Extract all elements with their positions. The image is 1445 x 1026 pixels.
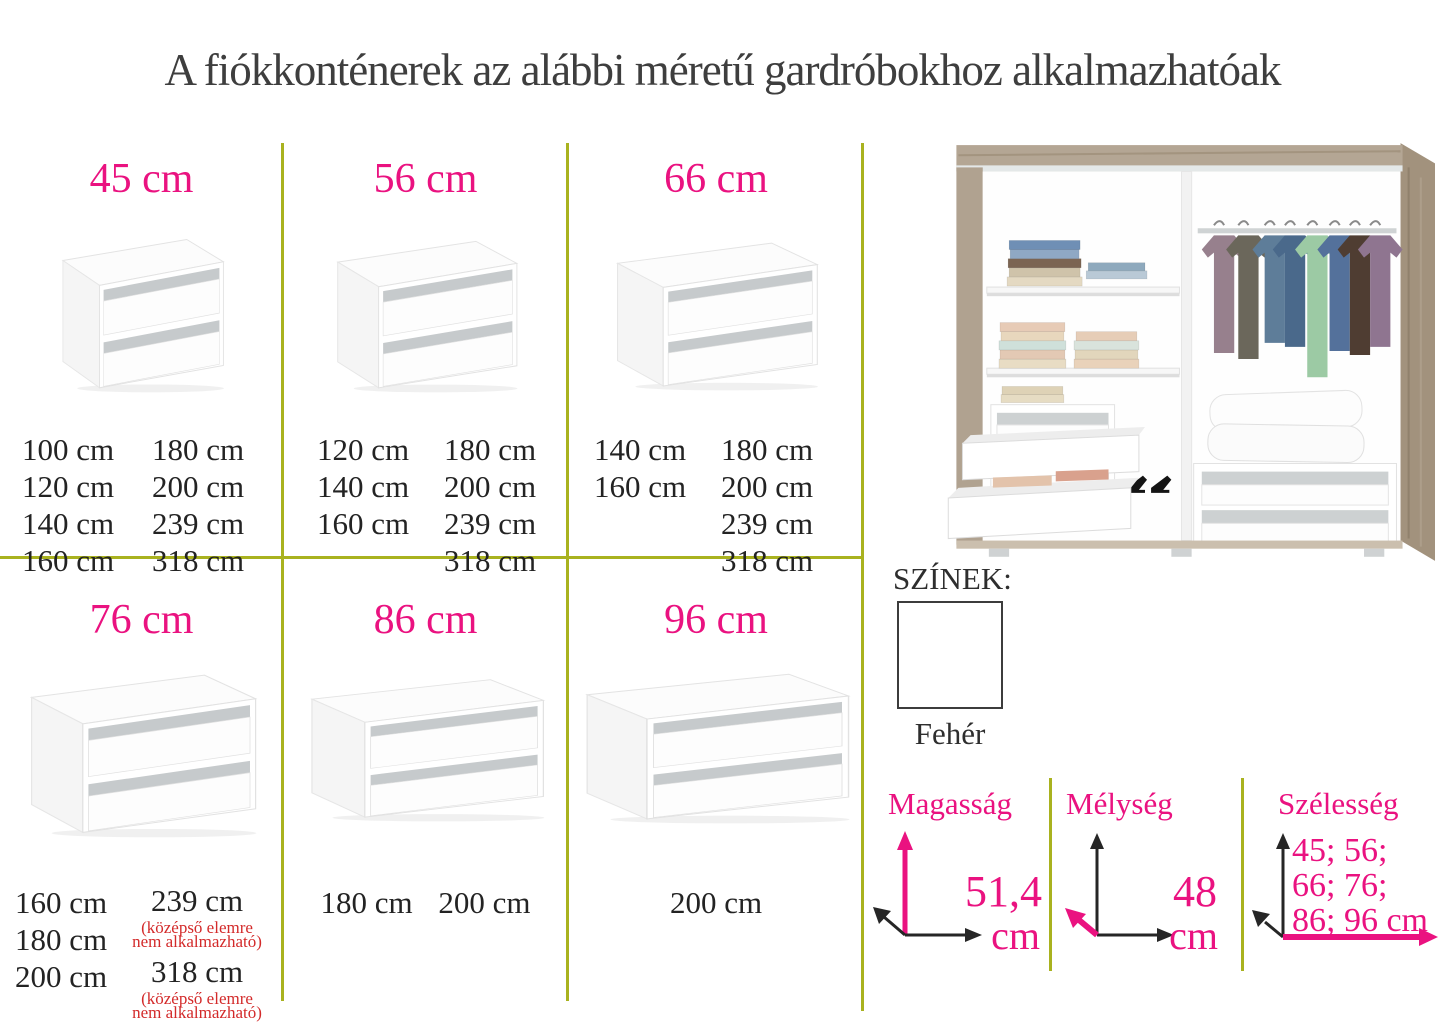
- drawer-unit-image: [22, 664, 262, 838]
- width-item: 120 cm: [317, 432, 410, 467]
- width-item: 200 cm: [721, 469, 814, 504]
- size-cell-66: [569, 143, 863, 578]
- width-item: 200 cm: [669, 885, 763, 920]
- width-item: 318 cm: [444, 543, 537, 578]
- size-heading: 96 cm: [664, 597, 768, 643]
- width-item: 200 cm: [152, 469, 245, 504]
- dimension-label-width: Szélesség: [1278, 786, 1399, 821]
- width-item: 180 cm: [152, 432, 245, 467]
- depth-value: 48: [1173, 867, 1217, 916]
- width-item: 239 cm: [152, 506, 245, 541]
- height-unit: cm: [991, 913, 1040, 958]
- size-cell-56: [284, 143, 567, 578]
- width-list-right: [152, 431, 244, 579]
- width-list-inline: [284, 884, 567, 921]
- size-heading: 45 cm: [89, 156, 194, 202]
- width-list-left: [317, 431, 409, 542]
- size-heading: 86 cm: [373, 597, 478, 643]
- width-item: 180 cm: [721, 432, 814, 467]
- width-list-right: [116, 884, 278, 1026]
- page-title: A fiókkonténerek az alábbi méretű gardróbokhoz alkalmazhatóak: [164, 45, 1281, 95]
- drawer-unit-image: [330, 231, 522, 393]
- restriction-note: nem alkalmazható): [132, 1002, 262, 1022]
- width-list-left: [15, 884, 107, 995]
- drawer-unit-illustration: [56, 229, 228, 393]
- folded-clothes-stack-lower: [1001, 386, 1064, 402]
- width-item: 318 cm: [152, 543, 245, 578]
- wardrobe-photo: [928, 136, 1435, 574]
- restriction-note: (középső elemre: [141, 918, 253, 937]
- drawer-unit-image: [609, 233, 823, 391]
- width-item: 140 cm: [594, 432, 687, 467]
- width-item: 239 cm: [444, 506, 537, 541]
- width-item: 200 cm: [444, 469, 537, 504]
- size-cell-86: [284, 558, 567, 1002]
- width-item: 200 cm: [438, 885, 531, 920]
- width-item: 318 cm: [150, 954, 244, 989]
- size-cell-76: [0, 558, 283, 1022]
- size-cell-96: [569, 558, 863, 1002]
- width-item: 180 cm: [320, 885, 413, 920]
- width-list-left: [22, 431, 114, 579]
- drawer-unit-image: [576, 664, 856, 824]
- colors-heading: SZÍNEK:: [893, 561, 1012, 596]
- drawer-unit-image: [56, 229, 228, 393]
- width-item: 200 cm: [15, 959, 108, 994]
- drawer-unit-illustration: [609, 233, 823, 391]
- width-list-right: [444, 431, 536, 579]
- wardrobe-illustration: [928, 136, 1435, 574]
- dimension-label-depth: Mélység: [1066, 786, 1173, 821]
- open-drawer-1: [962, 427, 1145, 480]
- size-heading: 56 cm: [373, 156, 478, 202]
- depth-unit: cm: [1169, 913, 1218, 958]
- width-list-inline: [569, 884, 863, 921]
- width-item: 160 cm: [22, 543, 115, 578]
- drawer-unit-illustration: [22, 664, 262, 838]
- restriction-note: (középső elemre: [141, 989, 253, 1008]
- width-values-line: 86; 96 cm: [1292, 902, 1428, 939]
- dimension-label-height: Magasság: [888, 786, 1012, 821]
- inner-drawer-unit-right: [1194, 463, 1397, 544]
- height-value: 51,4: [965, 867, 1042, 916]
- width-item: 160 cm: [594, 469, 687, 504]
- width-item: 180 cm: [15, 922, 108, 957]
- restriction-note: nem alkalmazható): [132, 931, 262, 951]
- drawer-unit-illustration: [302, 670, 550, 822]
- width-item: 180 cm: [444, 432, 537, 467]
- width-item: 140 cm: [22, 506, 115, 541]
- width-values-line: 45; 56;: [1292, 832, 1388, 869]
- width-item: 140 cm: [317, 469, 410, 504]
- width-item: 160 cm: [15, 885, 108, 920]
- width-list-left: [594, 431, 686, 505]
- width-values-line: 66; 76;: [1292, 867, 1388, 904]
- drawer-unit-illustration: [576, 664, 856, 824]
- size-heading: 66 cm: [664, 156, 768, 202]
- drawer-unit-image: [302, 670, 550, 822]
- pillows: [1208, 390, 1365, 463]
- width-item: 100 cm: [22, 432, 115, 467]
- width-item: 120 cm: [22, 469, 115, 504]
- width-list-right: [721, 431, 813, 579]
- width-item: 318 cm: [721, 543, 814, 578]
- width-item: 239 cm: [150, 883, 244, 918]
- color-swatch-label: Fehér: [914, 716, 986, 751]
- width-item: 160 cm: [317, 506, 410, 541]
- color-swatch-white: [897, 601, 1003, 709]
- size-heading: 76 cm: [89, 597, 194, 643]
- width-item: 239 cm: [721, 506, 814, 541]
- drawer-unit-illustration: [330, 231, 522, 393]
- size-cell-45: [0, 143, 283, 578]
